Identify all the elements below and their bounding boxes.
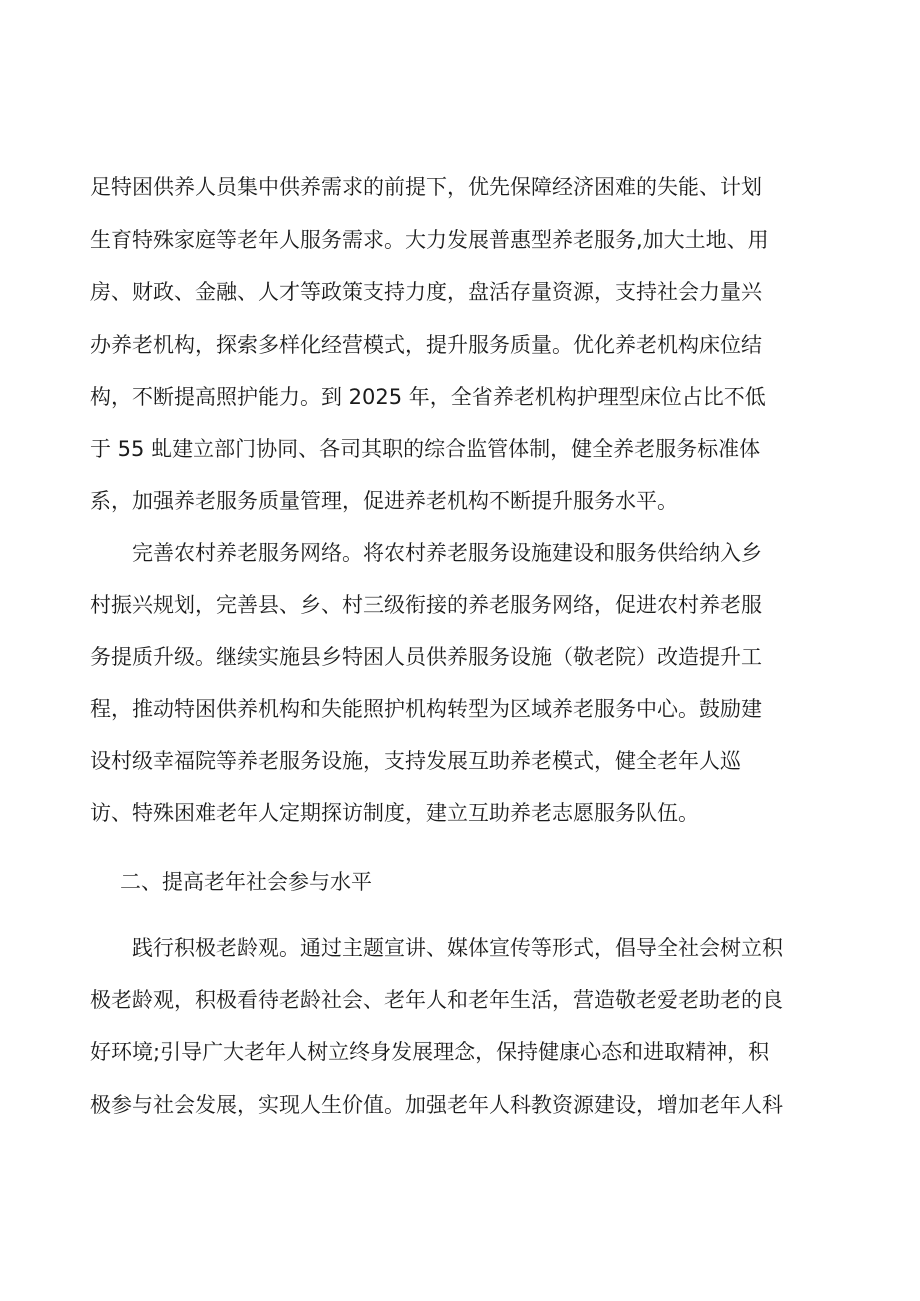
text-line: 构，不断提高照护能力。到 2025 年，全省养老机构护理型床位占比不低 <box>90 385 766 409</box>
text-line: 极老龄观，积极看待老龄社会、老年人和老年生活，营造敬老爱老助老的良 <box>90 988 783 1012</box>
text-line: 访、特殊困难老年人定期探访制度，建立互助养老志愿服务队伍。 <box>90 801 699 825</box>
text-line: 完善农村养老服务网络。将农村养老服务设施建设和服务供给纳入乡 <box>132 541 762 565</box>
text-line: 房、财政、金融、人才等政策支持力度，盘活存量资源，支持社会力量兴 <box>90 280 762 304</box>
text-line: 于 55 虬建立部门协同、各司其职的综合监管体制，健全养老服务标准体 <box>90 437 761 461</box>
text-line: 足特困供养人员集中供养需求的前提下，优先保障经济困难的失能、计划 <box>90 175 762 199</box>
text-line: 村振兴规划，完善县、乡、村三级衔接的养老服务网络，促进农村养老服 <box>90 593 762 617</box>
text-line: 务提质升级。继续实施县乡特困人员供养服务设施（敬老院）改造提升工 <box>90 645 762 669</box>
text-line: 极参与社会发展，实现人生价值。加强老年人科教资源建设，增加老年人科 <box>90 1093 783 1117</box>
text-line: 设村级幸福院等养老服务设施，支持发展互助养老模式，健全老年人巡 <box>90 749 741 773</box>
text-line: 系，加强养老服务质量管理，促进养老机构不断提升服务水平。 <box>90 489 678 513</box>
text-line: 生育特殊家庭等老年人服务需求。大力发展普惠型养老服务,加大土地、用 <box>90 228 769 252</box>
section-heading: 二、提高老年社会参与水平 <box>120 870 372 894</box>
text-line: 办养老机构，探索多样化经营模式，提升服务质量。优化养老机构床位结 <box>90 333 762 357</box>
text-line: 践行积极老龄观。通过主题宣讲、媒体宣传等形式，倡导全社会树立积 <box>132 936 783 960</box>
text-line: 程，推动特困供养机构和失能照护机构转型为区域养老服务中心。鼓励建 <box>90 697 762 721</box>
text-line: 好环境;引导广大老年人树立终身发展理念，保持健康心态和进取精神，积 <box>90 1040 770 1064</box>
